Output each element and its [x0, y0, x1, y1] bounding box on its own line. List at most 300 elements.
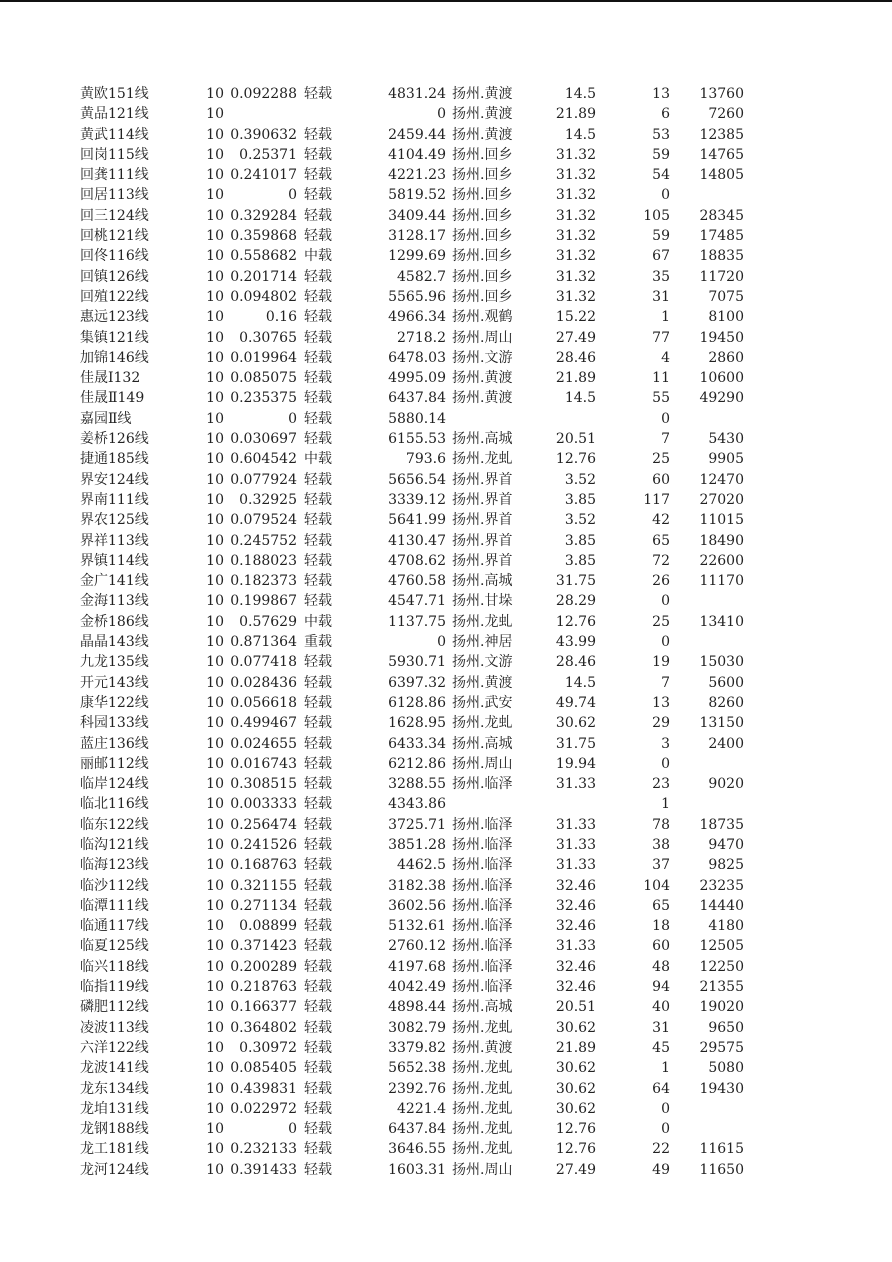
- count-cell: 4: [661, 349, 670, 366]
- load-status-cell: 轻载: [304, 390, 332, 407]
- load-status-cell: 轻载: [304, 735, 332, 752]
- load-status-cell: 轻载: [304, 1039, 332, 1056]
- load-status-cell: 轻载: [304, 857, 332, 874]
- distance-cell: 31.32: [555, 146, 596, 163]
- distance-cell: 31.32: [555, 288, 596, 305]
- voltage-cell: 10: [206, 167, 224, 184]
- voltage-cell: 10: [206, 897, 224, 914]
- distance-cell: 20.51: [555, 999, 596, 1016]
- count-cell: 7: [661, 674, 670, 691]
- substation-cell: 扬州.回乡: [452, 187, 513, 204]
- load-status-cell: 轻载: [304, 431, 332, 448]
- capacity-cell: 14440: [699, 897, 744, 914]
- count-cell: 1: [661, 796, 670, 813]
- capacity-cell: 27020: [699, 491, 744, 508]
- count-cell: 25: [652, 451, 670, 468]
- count-cell: 0: [661, 593, 670, 610]
- count-cell: 0: [661, 1100, 670, 1117]
- substation-cell: 扬州.文游: [452, 349, 513, 366]
- capacity-cell: 5080: [708, 1060, 744, 1077]
- load-status-cell: 轻载: [304, 552, 332, 569]
- table-row: [0, 287, 892, 307]
- length-cell: 4130.47: [388, 532, 446, 549]
- load-status-cell: 轻载: [304, 126, 332, 143]
- line-name-cell: 蓝庄136线: [80, 735, 149, 752]
- table-row: [0, 734, 892, 754]
- substation-cell: 扬州.龙虬: [452, 1080, 513, 1097]
- length-cell: 1628.95: [388, 715, 446, 732]
- substation-cell: 扬州.回乡: [452, 228, 513, 245]
- count-cell: 45: [652, 1039, 670, 1056]
- table-row: [0, 368, 892, 388]
- substation-cell: 扬州.临泽: [452, 958, 513, 975]
- load-rate-cell: 0.024655: [230, 735, 297, 752]
- substation-cell: 扬州.临泽: [452, 918, 513, 935]
- distance-cell: 30.62: [555, 715, 596, 732]
- distance-cell: 32.46: [555, 897, 596, 914]
- voltage-cell: 10: [206, 410, 224, 427]
- voltage-cell: 10: [206, 228, 224, 245]
- distance-cell: 31.75: [555, 573, 596, 590]
- voltage-cell: 10: [206, 634, 224, 651]
- substation-cell: 扬州.龙虬: [452, 1019, 513, 1036]
- line-name-cell: 黄欧151线: [80, 86, 149, 102]
- load-rate-cell: 0.871364: [230, 634, 297, 651]
- substation-cell: 扬州.黄渡: [452, 126, 513, 143]
- count-cell: 117: [643, 491, 670, 508]
- load-rate-cell: 0.232133: [230, 1141, 297, 1158]
- table-row: [0, 632, 892, 652]
- load-status-cell: 轻载: [304, 410, 332, 427]
- voltage-cell: 10: [206, 349, 224, 366]
- table-row: [0, 713, 892, 733]
- load-rate-cell: 0.16: [265, 309, 297, 326]
- line-name-cell: 界祥113线: [80, 532, 149, 549]
- line-name-cell: 六洋122线: [80, 1039, 149, 1056]
- load-rate-cell: 0.390632: [230, 126, 297, 143]
- voltage-cell: 10: [206, 1080, 224, 1097]
- count-cell: 55: [652, 390, 670, 407]
- table-row: [0, 673, 892, 693]
- distance-cell: 21.89: [555, 106, 596, 123]
- distance-cell: 15.22: [555, 309, 596, 326]
- substation-cell: 扬州.龙虬: [452, 1141, 513, 1158]
- length-cell: 3082.79: [388, 1019, 446, 1036]
- load-status-cell: 中载: [304, 451, 332, 468]
- load-status-cell: 轻载: [304, 288, 332, 305]
- length-cell: 4462.5: [397, 857, 446, 874]
- table-row: [0, 531, 892, 551]
- substation-cell: 扬州.甘垛: [452, 593, 513, 610]
- length-cell: 6478.03: [388, 349, 446, 366]
- voltage-cell: 10: [206, 248, 224, 265]
- length-cell: 6437.84: [388, 1121, 446, 1138]
- length-cell: 4221.4: [397, 1100, 446, 1117]
- load-rate-cell: 0.371423: [230, 938, 297, 955]
- load-status-cell: 轻载: [304, 329, 332, 346]
- distance-cell: 12.76: [555, 1121, 596, 1138]
- capacity-cell: 5600: [708, 674, 744, 691]
- count-cell: 72: [652, 552, 670, 569]
- length-cell: 2760.12: [388, 938, 446, 955]
- voltage-cell: 10: [206, 1100, 224, 1117]
- table-row: [0, 1139, 892, 1159]
- line-name-cell: 界南111线: [80, 491, 149, 508]
- table-row: [0, 794, 892, 814]
- load-status-cell: 轻载: [304, 593, 332, 610]
- capacity-cell: 9825: [708, 857, 744, 874]
- line-name-cell: 临兴118线: [80, 958, 149, 975]
- voltage-cell: 10: [206, 877, 224, 894]
- table-row: [0, 551, 892, 571]
- length-cell: 3646.55: [388, 1141, 446, 1158]
- line-name-cell: 回桃121线: [80, 228, 149, 245]
- line-name-cell: 临沟121线: [80, 836, 149, 853]
- table-row: [0, 226, 892, 246]
- count-cell: 59: [652, 146, 670, 163]
- voltage-cell: 10: [206, 593, 224, 610]
- distance-cell: 14.5: [564, 126, 596, 143]
- load-rate-cell: 0.200289: [230, 958, 297, 975]
- count-cell: 35: [652, 268, 670, 285]
- capacity-cell: 2400: [708, 735, 744, 752]
- distance-cell: 32.46: [555, 958, 596, 975]
- length-cell: 4966.34: [388, 309, 446, 326]
- table-row: [0, 449, 892, 469]
- substation-cell: 扬州.界首: [452, 491, 513, 508]
- table-row: [0, 571, 892, 591]
- distance-cell: 3.52: [564, 512, 596, 529]
- load-rate-cell: 0.604542: [230, 451, 297, 468]
- capacity-cell: 15030: [699, 654, 744, 671]
- length-cell: 4197.68: [388, 958, 446, 975]
- table-row: [0, 936, 892, 956]
- load-rate-cell: 0.016743: [230, 755, 297, 772]
- substation-cell: 扬州.龙虬: [452, 715, 513, 732]
- distance-cell: 27.49: [555, 329, 596, 346]
- capacity-cell: 7260: [708, 106, 744, 123]
- load-status-cell: 轻载: [304, 187, 332, 204]
- table-row: [0, 774, 892, 794]
- count-cell: 1: [661, 309, 670, 326]
- load-rate-cell: 0.022972: [230, 1100, 297, 1117]
- distance-cell: 21.89: [555, 1039, 596, 1056]
- length-cell: 5652.38: [388, 1060, 446, 1077]
- load-status-cell: 轻载: [304, 309, 332, 326]
- line-name-cell: 九龙135线: [80, 654, 149, 671]
- length-cell: 4995.09: [388, 370, 446, 387]
- line-name-cell: 回殖122线: [80, 288, 149, 305]
- load-rate-cell: 0.094802: [230, 288, 297, 305]
- load-status-cell: 轻载: [304, 958, 332, 975]
- voltage-cell: 10: [206, 999, 224, 1016]
- voltage-cell: 10: [206, 390, 224, 407]
- table-row: [0, 348, 892, 368]
- length-cell: 4708.62: [388, 552, 446, 569]
- distance-cell: 31.33: [555, 836, 596, 853]
- count-cell: 60: [652, 471, 670, 488]
- table-row: [0, 815, 892, 835]
- load-status-cell: 轻载: [304, 938, 332, 955]
- voltage-cell: 10: [206, 1141, 224, 1158]
- line-name-cell: 界农125线: [80, 512, 149, 529]
- substation-cell: 扬州.黄渡: [452, 674, 513, 691]
- capacity-cell: 11615: [699, 1141, 744, 1158]
- substation-cell: 扬州.黄渡: [452, 106, 513, 123]
- capacity-cell: 9470: [708, 836, 744, 853]
- load-status-cell: 轻载: [304, 1060, 332, 1077]
- distance-cell: 12.76: [555, 451, 596, 468]
- load-status-cell: 轻载: [304, 349, 332, 366]
- table-row: [0, 409, 892, 429]
- count-cell: 64: [652, 1080, 670, 1097]
- voltage-cell: 10: [206, 796, 224, 813]
- length-cell: 5565.96: [388, 288, 446, 305]
- capacity-cell: 49290: [699, 390, 744, 407]
- table-row: [0, 490, 892, 510]
- length-cell: 3339.12: [388, 491, 446, 508]
- load-rate-cell: 0.019964: [230, 349, 297, 366]
- line-name-cell: 回佟116线: [80, 248, 149, 265]
- load-rate-cell: 0.08899: [239, 918, 297, 935]
- length-cell: 1603.31: [388, 1161, 446, 1178]
- line-name-cell: 佳晟Ⅰ132: [80, 370, 141, 387]
- voltage-cell: 10: [206, 288, 224, 305]
- voltage-cell: 10: [206, 715, 224, 732]
- load-rate-cell: 0.329284: [230, 207, 297, 224]
- voltage-cell: 10: [206, 755, 224, 772]
- load-rate-cell: 0.364802: [230, 1019, 297, 1036]
- distance-cell: 31.33: [555, 776, 596, 793]
- capacity-cell: 19020: [699, 999, 744, 1016]
- table-row: [0, 693, 892, 713]
- table-row: [0, 388, 892, 408]
- line-name-cell: 惠远123线: [80, 309, 149, 326]
- distance-cell: 31.33: [555, 857, 596, 874]
- distance-cell: 27.49: [555, 1161, 596, 1178]
- substation-cell: 扬州.文游: [452, 654, 513, 671]
- voltage-cell: 10: [206, 126, 224, 143]
- count-cell: 25: [652, 613, 670, 630]
- voltage-cell: 10: [206, 735, 224, 752]
- substation-cell: 扬州.回乡: [452, 248, 513, 265]
- capacity-cell: 10600: [699, 370, 744, 387]
- distance-cell: 14.5: [564, 86, 596, 102]
- count-cell: 42: [652, 512, 670, 529]
- voltage-cell: 10: [206, 268, 224, 285]
- load-rate-cell: 0.256474: [230, 816, 297, 833]
- substation-cell: 扬州.临泽: [452, 776, 513, 793]
- load-rate-cell: 0.235375: [230, 390, 297, 407]
- load-status-cell: 轻载: [304, 167, 332, 184]
- table-row: [0, 328, 892, 348]
- capacity-cell: 4180: [708, 918, 744, 935]
- load-status-cell: 轻载: [304, 471, 332, 488]
- load-status-cell: 轻载: [304, 776, 332, 793]
- voltage-cell: 10: [206, 491, 224, 508]
- voltage-cell: 10: [206, 532, 224, 549]
- length-cell: 1137.75: [388, 613, 446, 630]
- capacity-cell: 14765: [699, 146, 744, 163]
- voltage-cell: 10: [206, 1060, 224, 1077]
- substation-cell: 扬州.龙虬: [452, 451, 513, 468]
- table-row: [0, 510, 892, 530]
- load-status-cell: 轻载: [304, 86, 332, 102]
- table-row: [0, 206, 892, 226]
- length-cell: 2459.44: [388, 126, 446, 143]
- table-row: [0, 1119, 892, 1139]
- length-cell: 3182.38: [388, 877, 446, 894]
- capacity-cell: 18735: [699, 816, 744, 833]
- count-cell: 60: [652, 938, 670, 955]
- capacity-cell: 5430: [708, 431, 744, 448]
- voltage-cell: 10: [206, 857, 224, 874]
- table-row: [0, 896, 892, 916]
- count-cell: 6: [661, 106, 670, 123]
- load-rate-cell: 0.30765: [239, 329, 297, 346]
- count-cell: 0: [661, 755, 670, 772]
- data-table: [0, 84, 892, 1180]
- length-cell: 5656.54: [388, 471, 446, 488]
- capacity-cell: 11650: [699, 1161, 744, 1178]
- voltage-cell: 10: [206, 451, 224, 468]
- voltage-cell: 10: [206, 1019, 224, 1036]
- line-name-cell: 界安124线: [80, 471, 149, 488]
- capacity-cell: 11170: [699, 573, 744, 590]
- load-rate-cell: 0.079524: [230, 512, 297, 529]
- capacity-cell: 29575: [699, 1039, 744, 1056]
- count-cell: 3: [661, 735, 670, 752]
- table-row: [0, 997, 892, 1017]
- table-row: [0, 84, 892, 104]
- capacity-cell: 9905: [708, 451, 744, 468]
- load-status-cell: 轻载: [304, 694, 332, 711]
- line-name-cell: 嘉园Ⅱ线: [80, 410, 132, 427]
- count-cell: 38: [652, 836, 670, 853]
- load-rate-cell: 0.003333: [230, 796, 297, 813]
- voltage-cell: 10: [206, 146, 224, 163]
- count-cell: 65: [652, 897, 670, 914]
- distance-cell: 31.32: [555, 207, 596, 224]
- load-rate-cell: 0.25371: [239, 146, 297, 163]
- voltage-cell: 10: [206, 654, 224, 671]
- load-rate-cell: 0.218763: [230, 979, 297, 996]
- capacity-cell: 13760: [699, 86, 744, 102]
- distance-cell: 21.89: [555, 370, 596, 387]
- load-status-cell: 轻载: [304, 532, 332, 549]
- line-name-cell: 回龚111线: [80, 167, 149, 184]
- load-rate-cell: 0.241526: [230, 836, 297, 853]
- capacity-cell: 9650: [708, 1019, 744, 1036]
- count-cell: 31: [652, 1019, 670, 1036]
- capacity-cell: 18835: [699, 248, 744, 265]
- count-cell: 0: [661, 187, 670, 204]
- table-row: [0, 307, 892, 327]
- count-cell: 77: [652, 329, 670, 346]
- count-cell: 31: [652, 288, 670, 305]
- voltage-cell: 10: [206, 573, 224, 590]
- table-row: [0, 957, 892, 977]
- distance-cell: 31.75: [555, 735, 596, 752]
- table-row: [0, 1038, 892, 1058]
- length-cell: 6433.34: [388, 735, 446, 752]
- load-rate-cell: 0.166377: [230, 999, 297, 1016]
- distance-cell: 32.46: [555, 877, 596, 894]
- distance-cell: 30.62: [555, 1080, 596, 1097]
- load-rate-cell: 0.077418: [230, 654, 297, 671]
- load-status-cell: 轻载: [304, 877, 332, 894]
- count-cell: 29: [652, 715, 670, 732]
- voltage-cell: 10: [206, 958, 224, 975]
- substation-cell: 扬州.回乡: [452, 167, 513, 184]
- voltage-cell: 10: [206, 918, 224, 935]
- load-rate-cell: 0.30972: [239, 1039, 297, 1056]
- count-cell: 0: [661, 1121, 670, 1138]
- count-cell: 11: [652, 370, 670, 387]
- table-row: [0, 470, 892, 490]
- length-cell: 6437.84: [388, 390, 446, 407]
- count-cell: 78: [652, 816, 670, 833]
- load-rate-cell: 0.085075: [230, 370, 297, 387]
- distance-cell: 3.52: [564, 471, 596, 488]
- substation-cell: 扬州.临泽: [452, 857, 513, 874]
- length-cell: 6397.32: [388, 674, 446, 691]
- load-status-cell: 轻载: [304, 1080, 332, 1097]
- load-rate-cell: 0: [288, 187, 297, 204]
- load-status-cell: 轻载: [304, 715, 332, 732]
- voltage-cell: 10: [206, 694, 224, 711]
- load-status-cell: 轻载: [304, 836, 332, 853]
- count-cell: 48: [652, 958, 670, 975]
- substation-cell: 扬州.界首: [452, 471, 513, 488]
- count-cell: 0: [661, 634, 670, 651]
- table-row: [0, 1079, 892, 1099]
- capacity-cell: 12505: [699, 938, 744, 955]
- load-rate-cell: 0: [288, 410, 297, 427]
- length-cell: 3851.28: [388, 836, 446, 853]
- distance-cell: 31.32: [555, 228, 596, 245]
- voltage-cell: 10: [206, 1039, 224, 1056]
- length-cell: 4582.7: [397, 268, 446, 285]
- length-cell: 6155.53: [388, 431, 446, 448]
- table-row: [0, 754, 892, 774]
- top-border: [0, 0, 892, 2]
- load-status-cell: 轻载: [304, 897, 332, 914]
- voltage-cell: 10: [206, 613, 224, 630]
- substation-cell: 扬州.界首: [452, 552, 513, 569]
- count-cell: 59: [652, 228, 670, 245]
- table-row: [0, 1160, 892, 1180]
- length-cell: 3379.82: [388, 1039, 446, 1056]
- line-name-cell: 金桥186线: [80, 613, 149, 630]
- capacity-cell: 11015: [699, 512, 744, 529]
- line-name-cell: 集镇121线: [80, 329, 149, 346]
- substation-cell: 扬州.临泽: [452, 979, 513, 996]
- load-status-cell: 轻载: [304, 207, 332, 224]
- distance-cell: 3.85: [564, 552, 596, 569]
- load-status-cell: 轻载: [304, 755, 332, 772]
- line-name-cell: 临海123线: [80, 857, 149, 874]
- length-cell: 0: [437, 106, 446, 123]
- count-cell: 19: [652, 654, 670, 671]
- voltage-cell: 10: [206, 187, 224, 204]
- table-row: [0, 246, 892, 266]
- load-rate-cell: 0.558682: [230, 248, 297, 265]
- distance-cell: 49.74: [555, 694, 596, 711]
- table-row: [0, 429, 892, 449]
- load-status-cell: 轻载: [304, 1100, 332, 1117]
- substation-cell: 扬州.回乡: [452, 268, 513, 285]
